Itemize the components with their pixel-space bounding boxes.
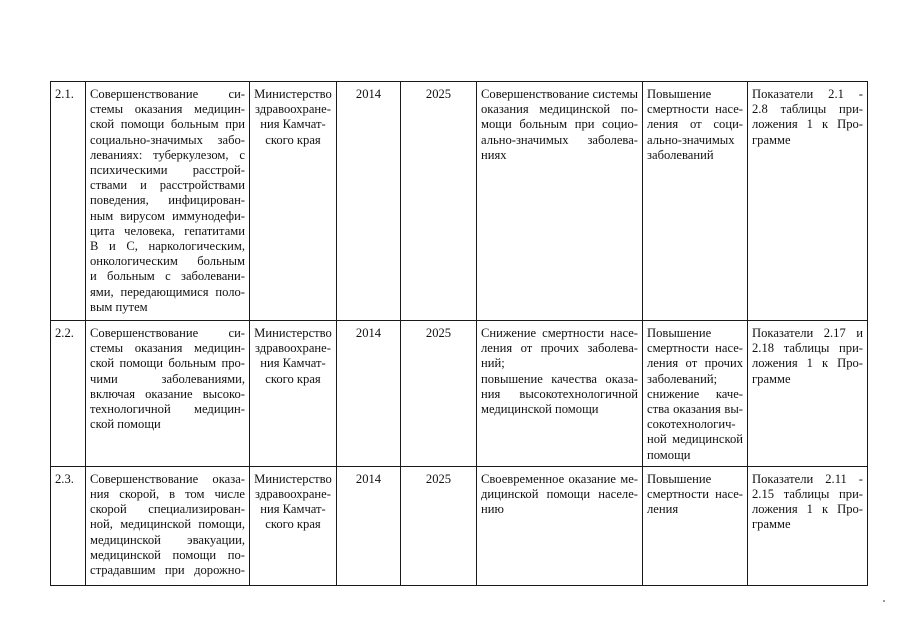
- table-row: [51, 82, 868, 321]
- row-number: 2.3.: [51, 466, 86, 585]
- text-line: Показатели 2.1 -: [752, 87, 863, 101]
- text-line: Министерство: [254, 87, 332, 101]
- expected-result-cell: [477, 466, 643, 585]
- text-line: и больным с заболевани-: [90, 269, 245, 284]
- text-line: здравоохране-: [255, 102, 331, 117]
- text-line: помощи: [647, 447, 691, 462]
- text-line: ления от прочих: [647, 356, 743, 371]
- text-line: Совершенствование си-: [90, 87, 245, 101]
- text-line: ниях: [481, 147, 507, 162]
- text-line: ний;: [481, 356, 505, 371]
- text-line: 2.15 таблицы при-: [752, 487, 863, 502]
- text-line: здравоохране-: [255, 487, 331, 502]
- text-line: Совершенствование системы: [481, 87, 638, 101]
- text-line: чими заболеваниями,: [90, 371, 245, 386]
- text-line: ния Камчат-: [260, 117, 326, 132]
- start-year-cell: 2014: [337, 466, 401, 585]
- text-line: психическими расстрой-: [90, 163, 245, 178]
- text-line: Совершенствование си-: [90, 326, 245, 340]
- start-year-cell: 2014: [337, 321, 401, 467]
- text-line: ния Камчат-: [260, 356, 326, 371]
- text-line: здравоохране-: [255, 341, 331, 356]
- indicator-cell: [748, 466, 868, 585]
- text-line: вым путем: [90, 299, 148, 314]
- text-line: грамме: [752, 132, 791, 147]
- end-year-cell: 2025: [401, 466, 477, 585]
- text-line: ально-значимых: [647, 132, 735, 147]
- executor-cell: [250, 466, 337, 585]
- text-line: ской помощи больным про-: [90, 356, 245, 371]
- text-line: цита человека, гепатитами: [90, 223, 245, 238]
- text-line: смертности насе-: [647, 487, 743, 502]
- text-line: ской помощи: [90, 417, 161, 432]
- text-line: технологичной медицин-: [90, 402, 245, 417]
- text-line: ния высокотехнологичной: [481, 386, 638, 401]
- consequence-cell: [643, 82, 748, 321]
- measure-name-cell: [86, 321, 250, 467]
- text-line: ной, медицинской помощи,: [90, 517, 245, 532]
- executor-cell: [250, 321, 337, 467]
- program-measures-table: [50, 81, 868, 586]
- text-line: Показатели 2.11 -: [752, 471, 863, 486]
- text-line: ным вирусом иммунодефи-: [90, 208, 245, 223]
- text-line: грамме: [752, 517, 791, 532]
- text-line: оказания медицинской по-: [481, 102, 638, 117]
- text-line: заболеваний;: [647, 371, 718, 386]
- text-line: повышение качества оказа-: [481, 371, 638, 386]
- indicator-cell: [748, 321, 868, 467]
- measure-name-cell: [86, 466, 250, 585]
- consequence-cell: [643, 321, 748, 467]
- text-line: грамме: [752, 371, 791, 386]
- text-line: мощи больным при социо-: [481, 117, 638, 132]
- text-line: сокотехнологич-: [647, 417, 736, 432]
- text-line: Министерство: [254, 471, 332, 486]
- text-line: Повышение: [647, 326, 712, 340]
- text-line: ского края: [265, 132, 321, 147]
- row-number: 2.1.: [51, 82, 86, 321]
- text-line: ложения 1 к Про-: [752, 502, 863, 517]
- text-line: поведения, инфицирован-: [90, 193, 245, 208]
- text-line: смертности насе-: [647, 341, 743, 356]
- text-line: Повышение: [647, 87, 712, 101]
- text-line: скорой специализирован-: [90, 502, 245, 517]
- text-line: стемы оказания медицин-: [90, 341, 245, 356]
- executor-cell: [250, 82, 337, 321]
- text-line: ского края: [265, 371, 321, 386]
- text-line: дицинской помощи населе-: [481, 487, 638, 502]
- text-line: медицинской помощи по-: [90, 547, 245, 562]
- text-line: В и С, наркологическим,: [90, 239, 245, 254]
- table-body: [51, 82, 868, 586]
- end-year-cell: 2025: [401, 321, 477, 467]
- text-line: нию: [481, 502, 504, 517]
- text-line: 2.18 таблицы при-: [752, 341, 863, 356]
- text-line: ложения 1 к Про-: [752, 356, 863, 371]
- text-line: ально-значимых заболева-: [481, 132, 638, 147]
- text-line: ствами и расстройствами: [90, 178, 245, 193]
- table-row: [51, 466, 868, 585]
- text-line: ского края: [265, 517, 321, 532]
- scan-speck: [883, 600, 885, 602]
- text-line: стемы оказания медицин-: [90, 102, 245, 117]
- text-line: включая оказание высоко-: [90, 386, 245, 401]
- text-line: Своевременное оказание ме-: [481, 471, 638, 486]
- text-line: Совершенствование оказа-: [90, 471, 245, 486]
- text-line: ной медицинской: [647, 432, 743, 447]
- text-line: социально-значимых забо-: [90, 132, 245, 147]
- row-number: 2.2.: [51, 321, 86, 467]
- text-line: ской помощи больным при: [90, 117, 245, 132]
- end-year-cell: 2025: [401, 82, 477, 321]
- text-line: ями, передающимися поло-: [90, 284, 245, 299]
- text-line: Снижение смертности насе-: [481, 326, 638, 340]
- text-line: Министерство: [254, 326, 332, 340]
- table-row: [51, 321, 868, 467]
- measure-name-cell: [86, 82, 250, 321]
- text-line: Показатели 2.17 и: [752, 326, 863, 340]
- text-line: заболеваний: [647, 147, 714, 162]
- start-year-cell: 2014: [337, 82, 401, 321]
- text-line: ления от соци-: [647, 117, 743, 132]
- text-line: 2.8 таблицы при-: [752, 102, 863, 117]
- indicator-cell: [748, 82, 868, 321]
- consequence-cell: [643, 466, 748, 585]
- text-line: ния Камчат-: [260, 502, 326, 517]
- text-line: ложения 1 к Про-: [752, 117, 863, 132]
- text-line: смертности насе-: [647, 102, 743, 117]
- expected-result-cell: [477, 82, 643, 321]
- text-line: ления от прочих заболева-: [481, 341, 638, 356]
- text-line: ления: [647, 502, 679, 517]
- text-line: онкологическим больным: [90, 254, 245, 269]
- text-line: ства оказания вы-: [647, 402, 743, 417]
- text-line: страдавшим при дорожно-: [90, 563, 245, 578]
- text-line: медицинской эвакуации,: [90, 532, 245, 547]
- expected-result-cell: [477, 321, 643, 467]
- text-line: ния скорой, в том числе: [90, 487, 245, 502]
- text-line: леваниях: туберкулезом, с: [90, 147, 245, 162]
- text-line: снижение каче-: [647, 386, 743, 401]
- text-line: Повышение: [647, 471, 712, 486]
- text-line: медицинской помощи: [481, 402, 599, 417]
